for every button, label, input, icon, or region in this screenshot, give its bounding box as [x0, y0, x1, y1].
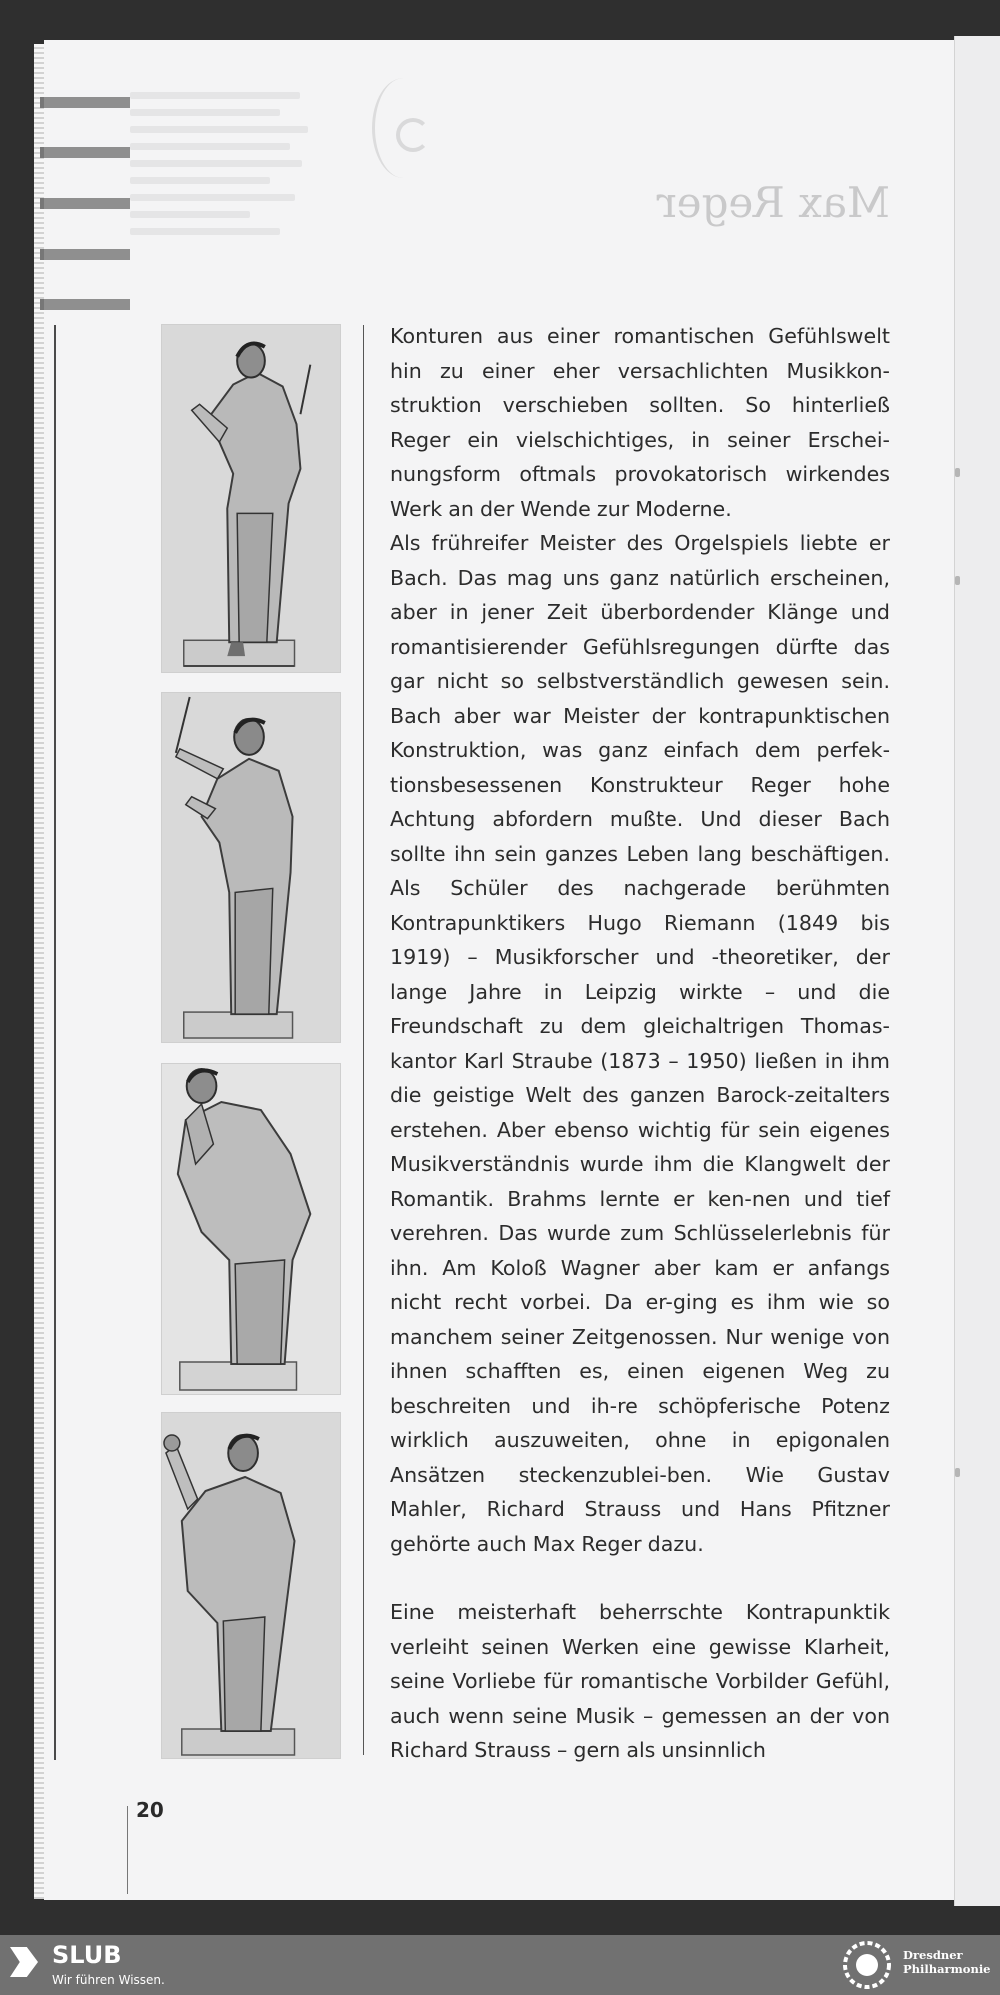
column-divider	[363, 325, 364, 1755]
margin-tab	[44, 198, 130, 209]
philharmonie-logo-icon	[843, 1941, 891, 1989]
margin-tab	[44, 147, 130, 158]
slub-name[interactable]: SLUB	[52, 1941, 122, 1969]
binding-mark	[955, 576, 960, 585]
show-through-glyph	[396, 118, 430, 152]
next-page-edge	[954, 36, 1000, 1906]
stacked-page-edges	[34, 44, 44, 1899]
partner-name-line-2: Philharmonie	[903, 1962, 991, 1976]
footer-bar	[0, 1935, 1000, 1995]
paragraph-3: Eine meisterhaft beherrschte Kontrapunktik verleiht seinen Werken eine gewisse Klarheit, seine Vorliebe für romantische Vorbilder Gefühl, auch wenn seine Musik – gemessen an der von Richard Strauss – gern als unsinnlich	[390, 1600, 890, 1762]
footer-divider	[127, 1806, 128, 1894]
conductor-figure-2	[161, 692, 341, 1043]
partner-name[interactable]	[903, 1948, 998, 1976]
margin-tab	[44, 249, 130, 260]
show-through-text	[130, 92, 315, 245]
binding-mark	[955, 1468, 960, 1477]
show-through-title: Max Reger	[656, 178, 890, 227]
slub-slogan: Wir führen Wissen.	[52, 1973, 165, 1987]
conductor-figure-3	[161, 1063, 341, 1395]
page-number: 20	[136, 1798, 164, 1822]
conductor-figure-1	[161, 324, 341, 673]
paragraph-1: Konturen aus einer romantischen Gefühlswelt hin zu einer eher versachlichten Musikkon-struktion verschieben sollten. So hinterließ Reger ein vielschichtiges, in seiner Erschei-nungsform oftmals provokatorisch wirkendes Werk an der Wende zur Moderne.	[390, 324, 890, 521]
margin-tab	[44, 299, 130, 310]
partner-name-line-1: Dresdner	[903, 1948, 963, 1962]
left-margin-rule	[54, 325, 56, 1760]
binding-mark	[955, 468, 960, 477]
paragraph-2: Als frühreifer Meister des Orgelspiels liebte er Bach. Das mag uns ganz natürlich erscheinen, aber in jener Zeit überbordender Klänge und romantisierender Gefühlsregungen dürfte das gar nicht so selbstverständlich gewesen sein. Bach aber war Meister der kontrapunktischen Konstruktion, was ganz einfach dem perfek-tionsbesessenen Konstrukteur Reger hohe Achtung abfordern mußte. Und dieser Bach sollte ihn sein ganzes Leben lang beschäftigen. Als Schüler des nachgerade berühmten Kontrapunktikers Hugo Riemann (1849 bis 1919) – Musikforscher und -theoretiker, der lange Jahre in Leipzig wirkte – und die Freundschaft zu dem gleichaltrigen Thomas-kantor Karl Straube (1873 – 1950) ließen in ihm die geistige Welt des ganzen Barock-zeitalters erstehen. Aber ebenso wichtig für sein eigenes Musikverständnis wurde ihm die Klangwelt der Romantik. Brahms lernte er ken-nen und tief verehren. Das wurde zum Schlüsselerlebnis für ihn. Am Koloß Wagner aber kam er anfangs nicht recht vorbei. Da er-ging es ihm wie so manchem seiner Zeitgenossen. Nur wenige von ihnen schafften es, einen eigenen Weg zu beschreiten und ih-re schöpferische Potenz wirklich auszuweiten, ohne in epigonalen Ansätzen steckenzublei-ben. Wie Gustav Mahler, Richard Strauss und Hans Pfitzner gehörte auch Max Reger dazu.	[390, 531, 890, 1556]
article-text	[390, 319, 890, 1768]
conductor-figure-4	[161, 1412, 341, 1759]
margin-tab	[44, 97, 130, 108]
slub-logo-icon	[10, 1947, 38, 1977]
